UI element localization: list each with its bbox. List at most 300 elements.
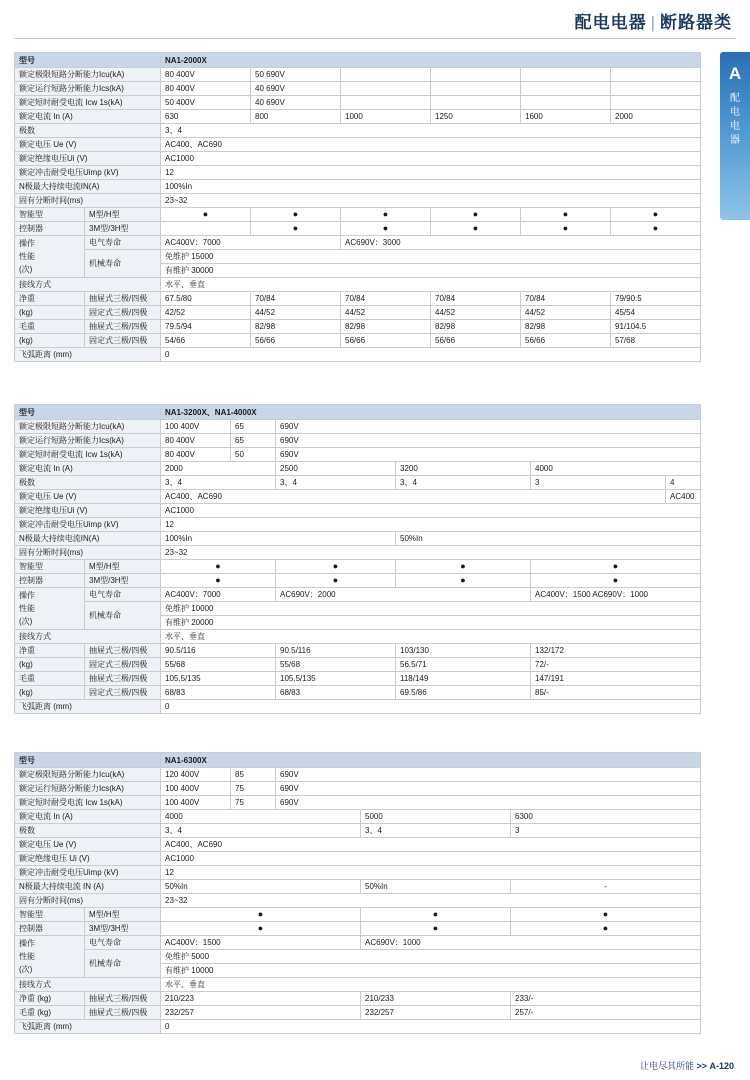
t1-in-4: 1600 <box>521 110 611 124</box>
t2-model-value: NA1-3200X、NA1-4000X <box>161 405 701 420</box>
table-row <box>15 82 701 96</box>
t1-netw-fixed-label: 固定式三极/四极 <box>85 306 161 320</box>
t1-grossw-fixed-label: 固定式三极/四极 <box>85 334 161 348</box>
section-tab-letter: A <box>728 64 742 83</box>
t3-netw-draw-label: 抽屉式三极/四极 <box>85 992 161 1006</box>
t3-ctrl-dot-1: ● <box>361 922 511 936</box>
t1-ui-label: 额定绝缘电压Ui (V) <box>15 152 161 166</box>
table-row <box>15 894 701 908</box>
table-row <box>15 1006 701 1020</box>
table-row <box>15 166 701 180</box>
t3-wiring-value: 水平、垂直 <box>161 978 701 992</box>
t3-smart-dot-0: ● <box>161 908 361 922</box>
t2-ctrl-dot-2: ● <box>396 574 531 588</box>
table-row <box>15 672 701 686</box>
t3-mechlife-label: 机械寿命 <box>85 950 161 978</box>
t1-in-label: 额定电流 In (A) <box>15 110 161 124</box>
t1-poles-label: 极数 <box>15 124 161 138</box>
t2-netdraw-0: 90.5/116 <box>161 644 276 658</box>
t2-ue-right: AC400 <box>666 490 701 504</box>
table-row <box>15 838 701 852</box>
t1-ics-690: 40 690V <box>251 82 341 96</box>
t3-opperf-line2: 性能 <box>19 952 35 961</box>
t3-icu-690: 690V <box>276 768 701 782</box>
table-row <box>15 866 701 880</box>
table-row <box>15 753 701 768</box>
t1-netdraw-2: 70/84 <box>341 292 431 306</box>
t1-eleclife-label: 电气寿命 <box>85 236 161 250</box>
t2-arc-label: 飞弧距离 (mm) <box>15 700 161 714</box>
t2-eleclife-690: AC690V：2000 <box>276 588 531 602</box>
t3-icu-400: 120 400V <box>161 768 231 782</box>
t1-icw-400: 50 400V <box>161 96 251 110</box>
t3-ui-label: 额定绝缘电压 Ui (V) <box>15 852 161 866</box>
section-tab-char-3: 器 <box>730 135 740 146</box>
t1-in-1: 800 <box>251 110 341 124</box>
table-row <box>15 700 701 714</box>
t3-ue-label: 额定电压 Ue (V) <box>15 838 161 852</box>
t1-grossdraw-4: 82/98 <box>521 320 611 334</box>
t1-ics-400: 80 400V <box>161 82 251 96</box>
t1-npole-value: 100%In <box>161 180 701 194</box>
page-footer <box>640 1059 734 1072</box>
t2-icu-690: 690V <box>276 420 701 434</box>
t1-grossfixed-1: 56/66 <box>251 334 341 348</box>
t3-model-value: NA1-6300X <box>161 753 701 768</box>
t2-smart-type: M型/H型 <box>85 560 161 574</box>
t2-poles-label: 极数 <box>15 476 161 490</box>
t1-ctrl-dot-5: ● <box>611 222 701 236</box>
t3-opperf-unit: (次) <box>19 965 33 974</box>
t2-poles-4: 4 <box>666 476 701 490</box>
table-row <box>15 96 701 110</box>
t2-ctrl-dot-1: ● <box>276 574 396 588</box>
table-row <box>15 152 701 166</box>
t3-grossw-draw-label: 抽屉式三极/四极 <box>85 1006 161 1020</box>
t2-npole-1: 50%In <box>396 532 701 546</box>
t3-icu-label: 额定极限短路分断能力Icu(kA) <box>15 768 161 782</box>
t2-ue-value: AC400、AC690 <box>161 490 666 504</box>
t2-netw-unit: (kg) <box>15 658 85 672</box>
t1-icu-label: 额定极限短路分断能力Icu(kA) <box>15 68 161 82</box>
t2-in-0: 2000 <box>161 462 276 476</box>
t1-grossdraw-2: 82/98 <box>341 320 431 334</box>
t2-icw-50: 50 <box>231 448 276 462</box>
t3-npole-1: 50%In <box>361 880 511 894</box>
t3-ics-690: 690V <box>276 782 701 796</box>
t1-ics-label: 额定运行短路分断能力Ics(kA) <box>15 82 161 96</box>
t2-uimp-label: 额定冲击耐受电压Uimp (kV) <box>15 518 161 532</box>
t1-smart-dot-3: ● <box>431 208 521 222</box>
t1-uimp-label: 额定冲击耐受电压Uimp (kV) <box>15 166 161 180</box>
table-row <box>15 110 701 124</box>
t1-opperf-unit: (次) <box>19 265 33 274</box>
t2-smart-dot-0: ● <box>161 560 276 574</box>
t1-smart-dot-2: ● <box>341 208 431 222</box>
t1-mechlife-1: 有维护 30000 <box>161 264 701 278</box>
t3-model-label: 型号 <box>15 753 161 768</box>
t1-in-0: 630 <box>161 110 251 124</box>
t3-poles-2: 3 <box>511 824 701 838</box>
t3-in-1: 5000 <box>361 810 511 824</box>
table-row <box>15 180 701 194</box>
t1-mechlife-label: 机械寿命 <box>85 250 161 278</box>
t2-netfixed-2: 56.5/71 <box>396 658 531 672</box>
section-tab-char-1: 电 <box>730 107 740 118</box>
table-row <box>15 936 701 950</box>
t2-breaktime-label: 固有分断时间(ms) <box>15 546 161 560</box>
t1-mechlife-0: 免维护 15000 <box>161 250 701 264</box>
table-row <box>15 588 701 602</box>
t3-npole-2: - <box>511 880 701 894</box>
t1-ue-label: 额定电压 Ue (V) <box>15 138 161 152</box>
table-row <box>15 978 701 992</box>
t3-uimp-value: 12 <box>161 866 701 880</box>
t3-mechlife-1: 有维护 10000 <box>161 964 701 978</box>
spec-table-3-wrap <box>14 752 700 1034</box>
t1-grossdraw-5: 91/104.5 <box>611 320 701 334</box>
spec-table-1-wrap <box>14 52 700 362</box>
t1-netw-draw-label: 抽屉式三极/四极 <box>85 292 161 306</box>
t1-grossw-unit: (kg) <box>15 334 85 348</box>
t1-ctrl-dot-1: ● <box>251 222 341 236</box>
t2-ctrl-type: 3M型/3H型 <box>85 574 161 588</box>
t2-smart-dot-2: ● <box>396 560 531 574</box>
t1-in-3: 1250 <box>431 110 521 124</box>
table-row <box>15 782 701 796</box>
t3-smart-type: M型/H型 <box>85 908 161 922</box>
t1-ctrl-dot-0 <box>161 222 251 236</box>
t1-icw-pad3 <box>521 96 611 110</box>
t2-in-label: 额定电流 In (A) <box>15 462 161 476</box>
t1-smart-dot-1: ● <box>251 208 341 222</box>
t2-ui-label: 额定绝缘电压Ui (V) <box>15 504 161 518</box>
table-row <box>15 810 701 824</box>
t1-netfixed-4: 44/52 <box>521 306 611 320</box>
table-row <box>15 476 701 490</box>
t3-icw-690: 690V <box>276 796 701 810</box>
section-tab-char-2: 电 <box>730 121 740 132</box>
t1-arc-label: 飞弧距离 (mm) <box>15 348 161 362</box>
t2-wiring-label: 接线方式 <box>15 630 161 644</box>
table-row <box>15 462 701 476</box>
t1-ue-value: AC400、AC690 <box>161 138 701 152</box>
page-title <box>575 8 732 33</box>
t2-ctrl-label: 控制器 <box>15 574 85 588</box>
page-title-left: 配电电器 <box>574 13 647 32</box>
t3-ics-75: 75 <box>231 782 276 796</box>
table-row <box>15 630 701 644</box>
table-row <box>15 68 701 82</box>
table-row <box>15 546 701 560</box>
t1-breaktime-label: 固有分断时间(ms) <box>15 194 161 208</box>
t2-poles-3: 3 <box>531 476 666 490</box>
t2-grossw-fixed-label: 固定式三极/四极 <box>85 686 161 700</box>
t2-ctrl-dot-0: ● <box>161 574 276 588</box>
t2-netw-draw-label: 抽屉式三极/四极 <box>85 644 161 658</box>
t2-grossfixed-1: 68/83 <box>276 686 396 700</box>
t3-netdraw-2: 233/- <box>511 992 701 1006</box>
spec-table-2-wrap <box>14 404 700 714</box>
t1-netdraw-0: 67.5/80 <box>161 292 251 306</box>
spec-table-3 <box>14 752 701 1034</box>
table-row <box>15 320 701 334</box>
t2-ue-label: 额定电压 Ue (V) <box>15 490 161 504</box>
t1-icw-pad2 <box>431 96 521 110</box>
table-row <box>15 1020 701 1034</box>
t1-netfixed-2: 44/52 <box>341 306 431 320</box>
t1-ics-pad4 <box>611 82 701 96</box>
t1-smart-dot-5: ● <box>611 208 701 222</box>
t1-model-value: NA1-2000X <box>161 53 701 68</box>
t2-poles-0: 3、4 <box>161 476 276 490</box>
t3-eleclife-400: AC400V：1500 <box>161 936 361 950</box>
t2-netw-label: 净重 <box>15 644 85 658</box>
t3-npole-0: 50%In <box>161 880 361 894</box>
t3-icw-label: 额定短时耐受电流 Icw 1s(kA) <box>15 796 161 810</box>
t2-icu-400: 100 400V <box>161 420 231 434</box>
t3-wiring-label: 接线方式 <box>15 978 161 992</box>
t2-icu-label: 额定极限短路分断能力Icu(kA) <box>15 420 161 434</box>
section-tab-char-0: 配 <box>730 93 740 104</box>
t2-grossfixed-2: 69.5/86 <box>396 686 531 700</box>
t1-grossw-draw-label: 抽屉式三极/四极 <box>85 320 161 334</box>
t3-icw-75: 75 <box>231 796 276 810</box>
t2-breaktime-value: 23~32 <box>161 546 701 560</box>
spec-table-2 <box>14 404 701 714</box>
t2-npole-label: N极最大持续电流IN(A) <box>15 532 161 546</box>
t3-netdraw-0: 210/223 <box>161 992 361 1006</box>
table-row <box>15 292 701 306</box>
t1-wiring-value: 水平、垂直 <box>161 278 701 292</box>
table-row <box>15 208 701 222</box>
t1-icw-label: 额定短时耐受电流 Icw 1s(kA) <box>15 96 161 110</box>
section-tab <box>720 52 750 220</box>
t3-netdraw-1: 210/233 <box>361 992 511 1006</box>
t2-icw-label: 额定短时耐受电流 Icw 1s(kA) <box>15 448 161 462</box>
t3-eleclife-690: AC690V：1000 <box>361 936 701 950</box>
table-row <box>15 574 701 588</box>
t2-grossdraw-3: 147/191 <box>531 672 701 686</box>
t1-smart-dot-4: ● <box>521 208 611 222</box>
t1-netw-label: 净重 <box>15 292 85 306</box>
t2-poles-2: 3、4 <box>396 476 531 490</box>
t1-grossdraw-1: 82/98 <box>251 320 341 334</box>
t1-arc-value: 0 <box>161 348 701 362</box>
t2-grossdraw-1: 105.5/135 <box>276 672 396 686</box>
table-row <box>15 236 701 250</box>
t1-eleclife-400: AC400V：7000 <box>161 236 341 250</box>
t3-smart-dot-1: ● <box>361 908 511 922</box>
t3-eleclife-label: 电气寿命 <box>85 936 161 950</box>
t1-grossfixed-0: 54/66 <box>161 334 251 348</box>
table-row <box>15 306 701 320</box>
t2-in-3: 4000 <box>531 462 701 476</box>
t2-grossdraw-0: 105.5/135 <box>161 672 276 686</box>
t3-grossdraw-2: 257/- <box>511 1006 701 1020</box>
t1-grossw-label: 毛重 <box>15 320 85 334</box>
table-row <box>15 658 701 672</box>
t1-netfixed-0: 42/52 <box>161 306 251 320</box>
t1-opperf-line2: 性能 <box>19 252 35 261</box>
t3-smart-label: 智能型 <box>15 908 85 922</box>
table-row <box>15 334 701 348</box>
t1-netdraw-1: 70/84 <box>251 292 341 306</box>
table-row <box>15 138 701 152</box>
t3-opperf-line1: 操作 <box>19 939 35 948</box>
t1-icu-pad4 <box>611 68 701 82</box>
table-row <box>15 124 701 138</box>
t2-model-label: 型号 <box>15 405 161 420</box>
t1-ctrl-dot-2: ● <box>341 222 431 236</box>
t1-icu-pad3 <box>521 68 611 82</box>
t1-icu-690: 50 690V <box>251 68 341 82</box>
t1-opperf-label <box>15 236 85 278</box>
t1-smart-label: 智能型 <box>15 208 85 222</box>
t2-arc-value: 0 <box>161 700 701 714</box>
table-row <box>15 644 701 658</box>
table-row <box>15 992 701 1006</box>
t3-ctrl-dot-0: ● <box>161 922 361 936</box>
t2-ics-label: 额定运行短路分断能力Ics(kA) <box>15 434 161 448</box>
table-row <box>15 490 701 504</box>
t2-in-1: 2500 <box>276 462 396 476</box>
t1-grossdraw-3: 82/98 <box>431 320 521 334</box>
t3-uimp-label: 额定冲击耐受电压Uimp (kV) <box>15 866 161 880</box>
t3-in-0: 4000 <box>161 810 361 824</box>
t2-grossw-label: 毛重 <box>15 672 85 686</box>
table-row <box>15 560 701 574</box>
t2-mechlife-label: 机械寿命 <box>85 602 161 630</box>
t2-eleclife-label: 电气寿命 <box>85 588 161 602</box>
t1-npole-label: N极最大持续电流IN(A) <box>15 180 161 194</box>
t3-npole-label: N极最大持续电流 IN (A) <box>15 880 161 894</box>
t1-grossdraw-0: 79.5/94 <box>161 320 251 334</box>
t2-ui-value: AC1000 <box>161 504 701 518</box>
table-row <box>15 250 701 264</box>
t1-grossfixed-5: 57/68 <box>611 334 701 348</box>
t2-netfixed-3: 72/- <box>531 658 701 672</box>
t2-ics-690: 690V <box>276 434 701 448</box>
t3-arc-value: 0 <box>161 1020 701 1034</box>
t1-uimp-value: 12 <box>161 166 701 180</box>
t3-ctrl-dot-2: ● <box>511 922 701 936</box>
t2-ics-65: 65 <box>231 434 276 448</box>
t3-in-2: 6300 <box>511 810 701 824</box>
t2-smart-label: 智能型 <box>15 560 85 574</box>
t2-ics-400: 80 400V <box>161 434 231 448</box>
table-row <box>15 950 701 964</box>
spec-table-1 <box>14 52 701 362</box>
t1-netdraw-5: 79/90.5 <box>611 292 701 306</box>
t2-wiring-value: 水平、垂直 <box>161 630 701 644</box>
t3-grossdraw-0: 232/257 <box>161 1006 361 1020</box>
section-tab-label <box>720 92 750 148</box>
t2-in-2: 3200 <box>396 462 531 476</box>
t3-breaktime-label: 固有分断时间(ms) <box>15 894 161 908</box>
t1-smart-dot-0: ● <box>161 208 251 222</box>
footer-page-number: >> A-120 <box>696 1061 734 1071</box>
t2-netdraw-1: 90.5/116 <box>276 644 396 658</box>
t1-grossfixed-3: 56/66 <box>431 334 521 348</box>
t1-netfixed-3: 44/52 <box>431 306 521 320</box>
t2-mechlife-0: 免维护 10000 <box>161 602 701 616</box>
t1-eleclife-690: AC690V：3000 <box>341 236 701 250</box>
t1-icu-400: 80 400V <box>161 68 251 82</box>
table-row <box>15 222 701 236</box>
t1-smart-type: M型/H型 <box>85 208 161 222</box>
t2-grossdraw-2: 118/149 <box>396 672 531 686</box>
t2-ctrl-dot-3: ● <box>531 574 701 588</box>
t2-netdraw-2: 103/130 <box>396 644 531 658</box>
t1-ics-pad1 <box>341 82 431 96</box>
t2-uimp-value: 12 <box>161 518 701 532</box>
t2-icw-400: 80 400V <box>161 448 231 462</box>
t2-mechlife-1: 有维护 20000 <box>161 616 701 630</box>
t3-grossdraw-1: 232/257 <box>361 1006 511 1020</box>
t1-netfixed-5: 45/54 <box>611 306 701 320</box>
t1-model-label: 型号 <box>15 53 161 68</box>
table-row <box>15 768 701 782</box>
t2-icu-65: 65 <box>231 420 276 434</box>
t1-wiring-label: 接线方式 <box>15 278 161 292</box>
t3-in-label: 额定电流 In (A) <box>15 810 161 824</box>
table-row <box>15 518 701 532</box>
table-row <box>15 448 701 462</box>
footer-slogan: 让电尽其所能 <box>639 1061 694 1071</box>
t2-opperf-label <box>15 588 85 630</box>
t2-smart-dot-1: ● <box>276 560 396 574</box>
t2-grossw-draw-label: 抽屉式三极/四极 <box>85 672 161 686</box>
t1-ctrl-dot-4: ● <box>521 222 611 236</box>
t1-ctrl-dot-3: ● <box>431 222 521 236</box>
t2-poles-1: 3、4 <box>276 476 396 490</box>
t2-grossw-unit: (kg) <box>15 686 85 700</box>
t2-netdraw-3: 132/172 <box>531 644 701 658</box>
t3-smart-dot-2: ● <box>511 908 701 922</box>
t1-netw-unit: (kg) <box>15 306 85 320</box>
table-row <box>15 602 701 616</box>
t1-grossfixed-4: 56/66 <box>521 334 611 348</box>
t3-icu-85: 85 <box>231 768 276 782</box>
table-row <box>15 796 701 810</box>
t3-ics-label: 额定运行短路分断能力Ics(kA) <box>15 782 161 796</box>
t3-opperf-label <box>15 936 85 978</box>
t3-ctrl-type: 3M型/3H型 <box>85 922 161 936</box>
t1-ui-value: AC1000 <box>161 152 701 166</box>
t2-opperf-unit: (次) <box>19 617 33 626</box>
t2-grossfixed-0: 68/83 <box>161 686 276 700</box>
t2-smart-dot-3: ● <box>531 560 701 574</box>
t1-ctrl-label: 控制器 <box>15 222 85 236</box>
t2-netw-fixed-label: 固定式三极/四极 <box>85 658 161 672</box>
table-row <box>15 686 701 700</box>
table-row <box>15 908 701 922</box>
t3-ue-value: AC400、AC690 <box>161 838 701 852</box>
t2-grossfixed-3: 85/- <box>531 686 701 700</box>
t1-netdraw-4: 70/84 <box>521 292 611 306</box>
table-row <box>15 348 701 362</box>
page-header <box>0 0 750 42</box>
table-row <box>15 880 701 894</box>
t1-grossfixed-2: 56/66 <box>341 334 431 348</box>
table-row <box>15 922 701 936</box>
t1-in-5: 2000 <box>611 110 701 124</box>
page-title-separator: | <box>650 13 656 32</box>
table-row <box>15 194 701 208</box>
table-row <box>15 420 701 434</box>
t2-eleclife-400: AC400V：7000 <box>161 588 276 602</box>
